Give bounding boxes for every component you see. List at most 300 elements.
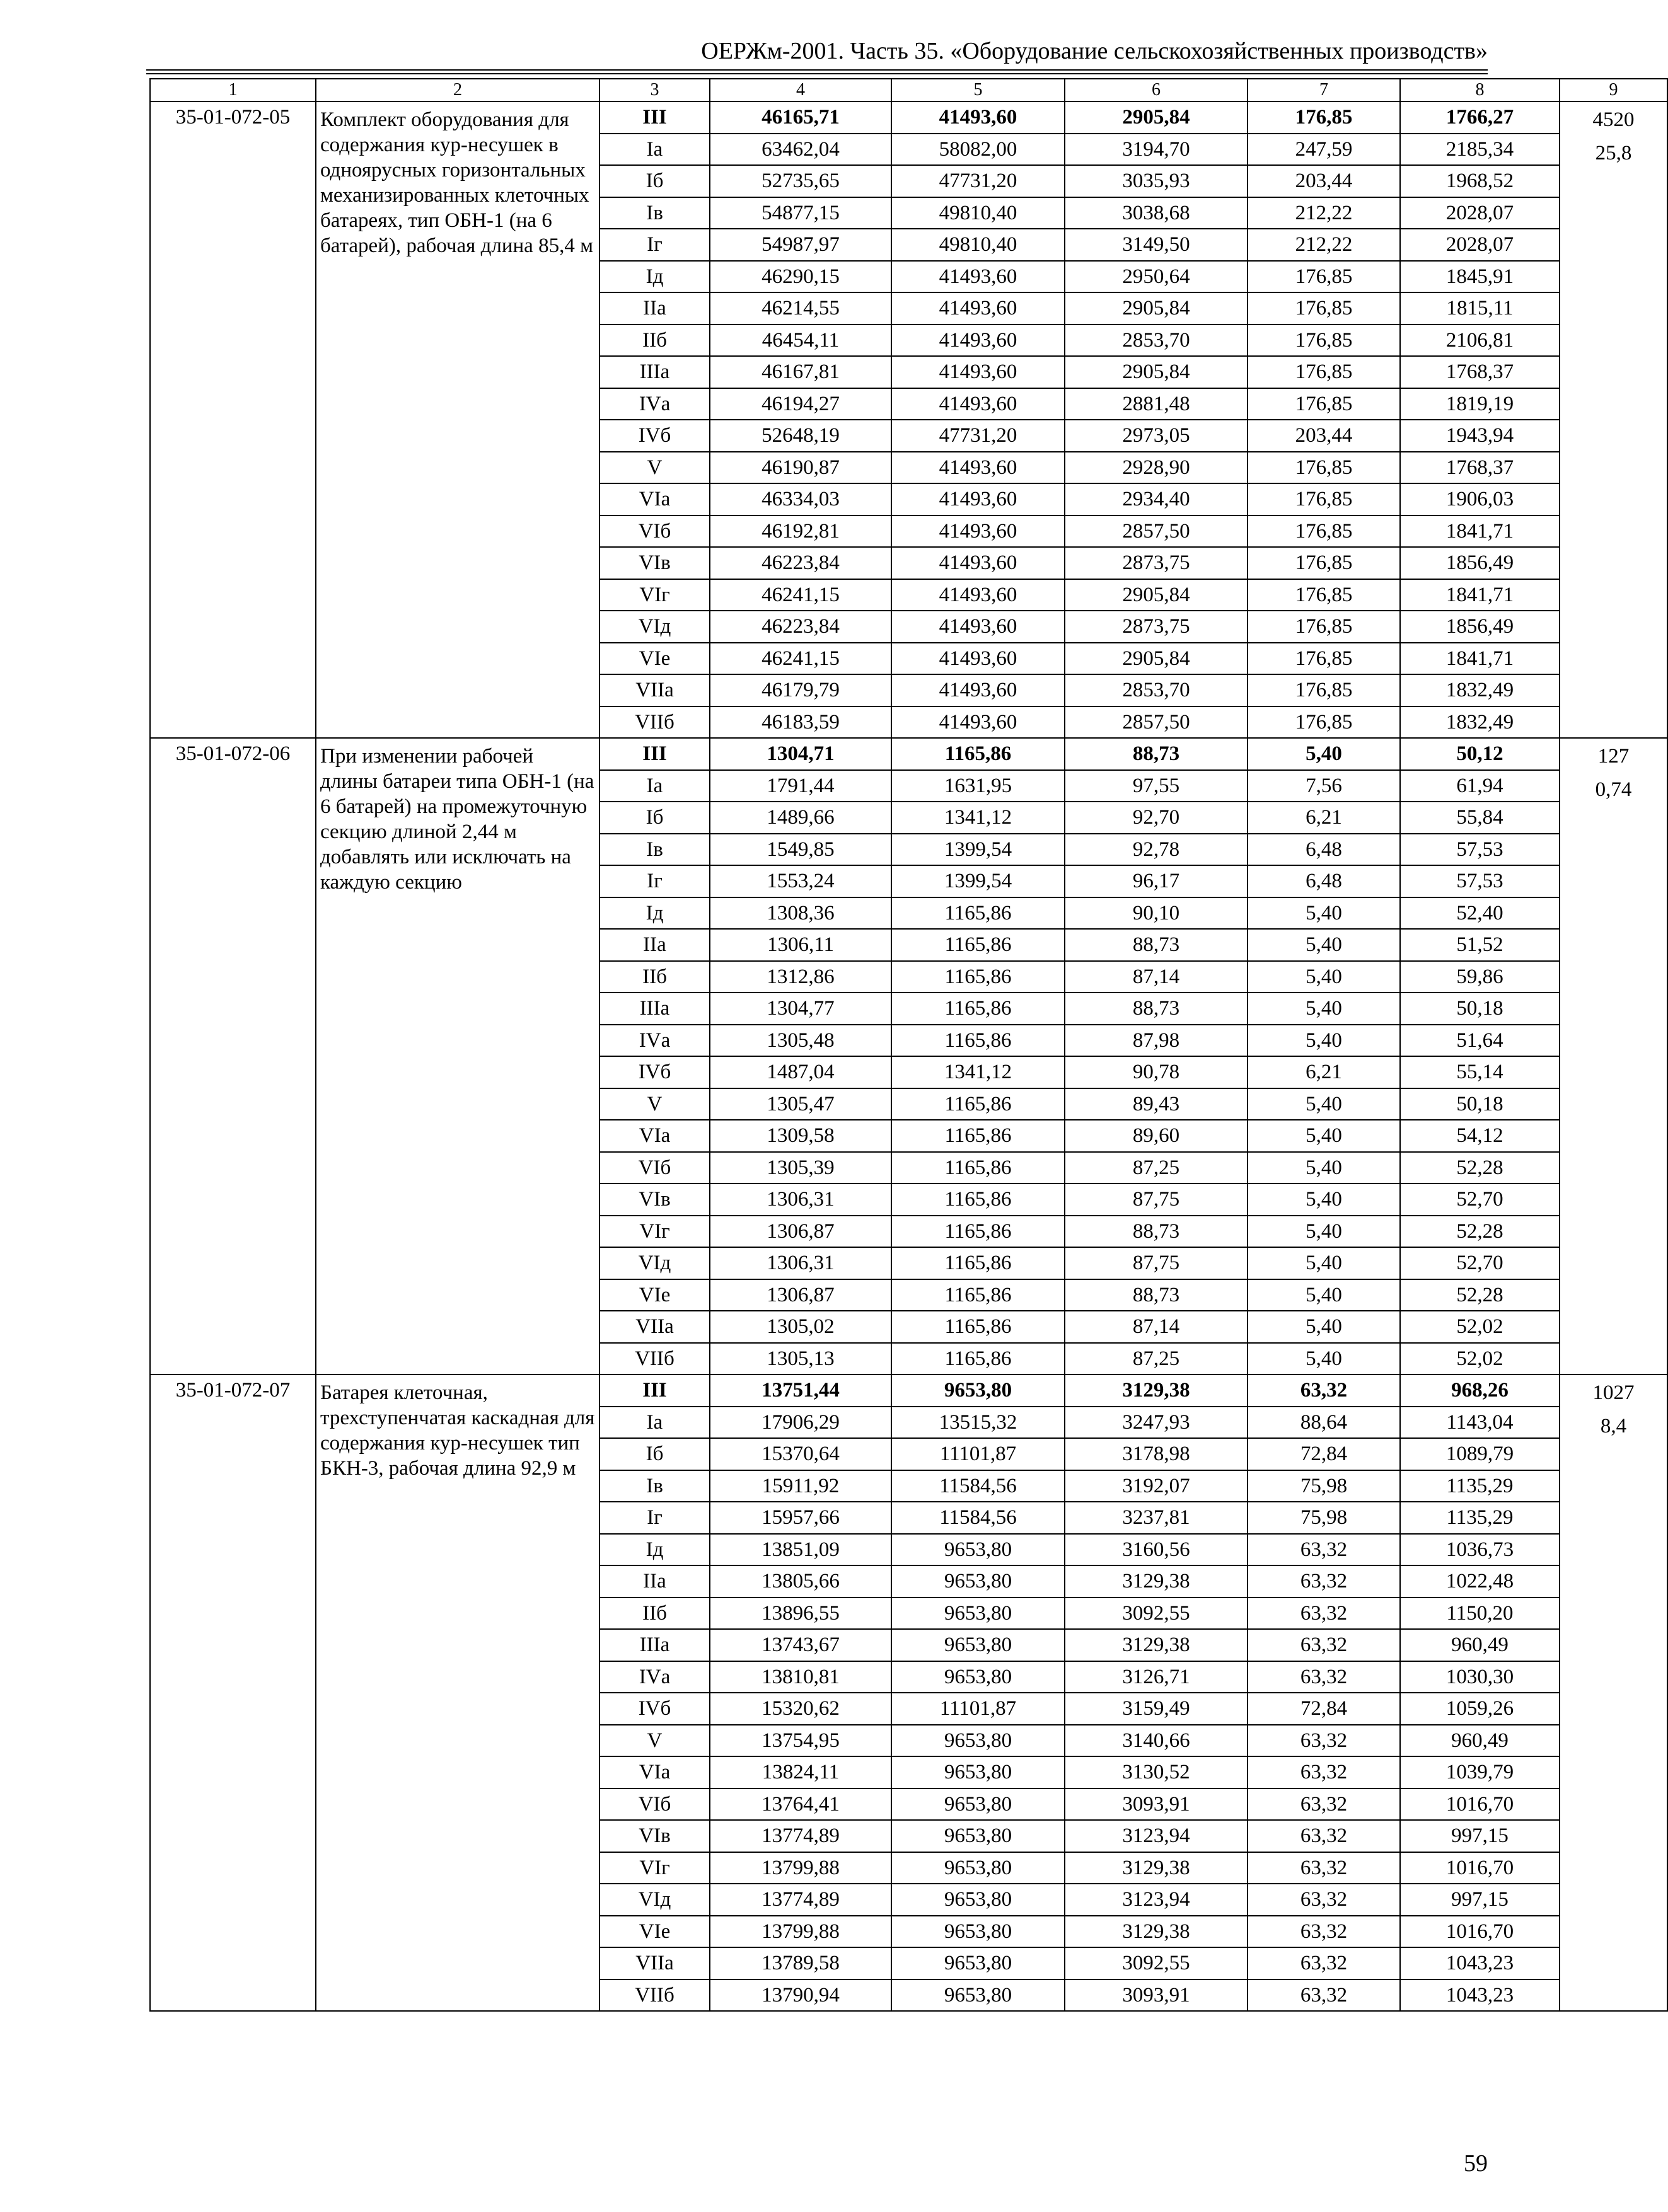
cell-col8: 997,15 — [1400, 1820, 1560, 1852]
cell-col7: 176,85 — [1248, 547, 1400, 579]
price-zone: IIIа — [599, 993, 710, 1025]
cell-col8: 968,26 — [1400, 1374, 1560, 1407]
cell-col8: 52,02 — [1400, 1311, 1560, 1343]
cell-col4: 13751,44 — [710, 1374, 891, 1407]
cell-col5: 9653,80 — [891, 1565, 1065, 1598]
price-zone: VIе — [599, 1916, 710, 1948]
cell-col5: 9653,80 — [891, 1947, 1065, 1979]
price-zone: IIб — [599, 1598, 710, 1630]
cell-col7: 6,21 — [1248, 802, 1400, 834]
cell-col7: 63,32 — [1248, 1374, 1400, 1407]
cell-col6: 3194,70 — [1065, 134, 1248, 166]
cell-col5: 9653,80 — [891, 1629, 1065, 1661]
cell-col4: 13824,11 — [710, 1756, 891, 1789]
cell-col4: 1306,11 — [710, 929, 891, 961]
price-zone: Iд — [599, 897, 710, 930]
cell-col6: 89,43 — [1065, 1088, 1248, 1120]
cell-col8: 1832,49 — [1400, 674, 1560, 706]
cell-col6: 97,55 — [1065, 770, 1248, 802]
cell-col5: 41493,60 — [891, 547, 1065, 579]
cell-col8: 2185,34 — [1400, 134, 1560, 166]
cell-col7: 5,40 — [1248, 1088, 1400, 1120]
cell-col8: 1841,71 — [1400, 516, 1560, 548]
cell-col8: 1768,37 — [1400, 452, 1560, 484]
cell-col8: 50,12 — [1400, 738, 1560, 770]
cell-col4: 13789,58 — [710, 1947, 891, 1979]
cell-col4: 1306,31 — [710, 1184, 891, 1216]
price-zone: VIе — [599, 1279, 710, 1311]
price-zone: Iб — [599, 165, 710, 197]
item-code: 35-01-072-05 — [150, 101, 316, 738]
cell-col8: 1150,20 — [1400, 1598, 1560, 1630]
cell-col4: 46241,15 — [710, 643, 891, 675]
cell-col5: 1165,86 — [891, 1247, 1065, 1279]
cell-col7: 63,32 — [1248, 1884, 1400, 1916]
cell-col6: 96,17 — [1065, 865, 1248, 897]
cell-col4: 13805,66 — [710, 1565, 891, 1598]
cell-col6: 87,25 — [1065, 1152, 1248, 1184]
price-zone: VIIа — [599, 1947, 710, 1979]
cell-col4: 13754,95 — [710, 1725, 891, 1757]
cell-col5: 1341,12 — [891, 802, 1065, 834]
cell-col6: 87,14 — [1065, 961, 1248, 993]
cell-col6: 2905,84 — [1065, 101, 1248, 134]
cell-col4: 46214,55 — [710, 292, 891, 325]
cell-col8: 1016,70 — [1400, 1916, 1560, 1948]
cell-col5: 58082,00 — [891, 134, 1065, 166]
cell-col6: 2857,50 — [1065, 706, 1248, 739]
cell-col6: 90,78 — [1065, 1056, 1248, 1088]
cell-col5: 1165,86 — [891, 929, 1065, 961]
cell-col4: 46167,81 — [710, 356, 891, 388]
price-zone: VIд — [599, 1884, 710, 1916]
cell-col7: 5,40 — [1248, 1025, 1400, 1057]
price-zone: Iд — [599, 1534, 710, 1566]
cell-col8: 54,12 — [1400, 1120, 1560, 1152]
cell-col6: 3126,71 — [1065, 1661, 1248, 1693]
cell-col7: 5,40 — [1248, 738, 1400, 770]
cell-col6: 3140,66 — [1065, 1725, 1248, 1757]
price-zone: VIб — [599, 1789, 710, 1821]
cell-col8: 2028,07 — [1400, 229, 1560, 261]
item-code: 35-01-072-06 — [150, 738, 316, 1374]
cell-col6: 3159,49 — [1065, 1693, 1248, 1725]
item-description: При изменении рабочей длины батареи типа ОБН-1 (на 6 батарей) на промежуточную секцию длиной 2,44 м добавлять или исключать на каждую секцию — [316, 738, 599, 1374]
cell-col7: 176,85 — [1248, 101, 1400, 134]
cell-col7: 63,32 — [1248, 1789, 1400, 1821]
col9-value: 4520 — [1592, 108, 1635, 131]
cell-col4: 46334,03 — [710, 483, 891, 516]
cell-col4: 15957,66 — [710, 1502, 891, 1534]
cell-col4: 13764,41 — [710, 1789, 891, 1821]
cell-col8: 1906,03 — [1400, 483, 1560, 516]
cell-col8: 57,53 — [1400, 865, 1560, 897]
cell-col7: 63,32 — [1248, 1852, 1400, 1884]
cell-col6: 2853,70 — [1065, 325, 1248, 357]
cell-col7: 63,32 — [1248, 1725, 1400, 1757]
cell-col4: 13743,67 — [710, 1629, 891, 1661]
cell-col7: 88,64 — [1248, 1407, 1400, 1439]
cell-col4: 52735,65 — [710, 165, 891, 197]
cell-col8: 52,28 — [1400, 1152, 1560, 1184]
cell-col7: 176,85 — [1248, 579, 1400, 611]
cell-col5: 11584,56 — [891, 1502, 1065, 1534]
cell-col5: 41493,60 — [891, 516, 1065, 548]
price-zone: VIIб — [599, 706, 710, 739]
cell-col5: 1399,54 — [891, 865, 1065, 897]
price-zone: VIа — [599, 1120, 710, 1152]
cell-col8: 1143,04 — [1400, 1407, 1560, 1439]
cell-col8: 1016,70 — [1400, 1789, 1560, 1821]
cell-col4: 15911,92 — [710, 1470, 891, 1502]
price-zone: IVб — [599, 420, 710, 452]
cell-col5: 13515,32 — [891, 1407, 1065, 1439]
cell-col6: 87,75 — [1065, 1247, 1248, 1279]
cell-col4: 1487,04 — [710, 1056, 891, 1088]
cell-col4: 46241,15 — [710, 579, 891, 611]
table-row — [150, 101, 1667, 134]
cell-col6: 92,70 — [1065, 802, 1248, 834]
cell-col5: 1165,86 — [891, 1311, 1065, 1343]
cell-col8: 50,18 — [1400, 1088, 1560, 1120]
cell-col8: 57,53 — [1400, 834, 1560, 866]
price-zone: VIб — [599, 1152, 710, 1184]
table-row — [150, 738, 1667, 770]
header-rule — [146, 69, 1488, 71]
cell-col6: 2973,05 — [1065, 420, 1248, 452]
price-zone: VIв — [599, 547, 710, 579]
price-zone: VIа — [599, 483, 710, 516]
cell-col7: 176,85 — [1248, 388, 1400, 420]
cell-col6: 2934,40 — [1065, 483, 1248, 516]
col9-value: 0,74 — [1595, 778, 1632, 801]
cell-col4: 1305,47 — [710, 1088, 891, 1120]
cell-col4: 1791,44 — [710, 770, 891, 802]
cell-col4: 13774,89 — [710, 1820, 891, 1852]
cell-col4: 1306,87 — [710, 1216, 891, 1248]
table-body — [150, 79, 1667, 2011]
cell-col4: 1305,39 — [710, 1152, 891, 1184]
cell-col4: 46223,84 — [710, 611, 891, 643]
cell-col6: 87,14 — [1065, 1311, 1248, 1343]
cell-col5: 1165,86 — [891, 1120, 1065, 1152]
price-zone: IVа — [599, 1025, 710, 1057]
cell-col7: 176,85 — [1248, 611, 1400, 643]
cell-col8: 50,18 — [1400, 993, 1560, 1025]
cell-col6: 3092,55 — [1065, 1598, 1248, 1630]
price-zone: VIе — [599, 643, 710, 675]
cell-col7: 212,22 — [1248, 197, 1400, 229]
header-rule-double — [146, 73, 1488, 74]
cell-col8: 55,84 — [1400, 802, 1560, 834]
cell-col8: 1089,79 — [1400, 1438, 1560, 1470]
cell-col4: 1306,87 — [710, 1279, 891, 1311]
cell-col5: 11101,87 — [891, 1438, 1065, 1470]
price-zone: IVб — [599, 1693, 710, 1725]
cell-col4: 46183,59 — [710, 706, 891, 739]
cell-col4: 17906,29 — [710, 1407, 891, 1439]
price-zone: Iб — [599, 802, 710, 834]
price-zone: Iв — [599, 1470, 710, 1502]
cell-col5: 41493,60 — [891, 579, 1065, 611]
page-number: 59 — [1464, 2150, 1488, 2177]
col9-value: 1027 — [1592, 1381, 1635, 1404]
cell-col8: 1768,37 — [1400, 356, 1560, 388]
cell-col6: 3093,91 — [1065, 1789, 1248, 1821]
cell-col8: 1766,27 — [1400, 101, 1560, 134]
cell-col5: 9653,80 — [891, 1916, 1065, 1948]
cell-col6: 3129,38 — [1065, 1852, 1248, 1884]
col9-value: 127 — [1597, 745, 1630, 768]
cell-col5: 9653,80 — [891, 1374, 1065, 1407]
cell-col4: 54987,97 — [710, 229, 891, 261]
price-zone: VIIа — [599, 674, 710, 706]
price-zone: IIб — [599, 961, 710, 993]
cell-col5: 1165,86 — [891, 897, 1065, 930]
cell-col5: 1165,86 — [891, 738, 1065, 770]
cell-col4: 13790,94 — [710, 1979, 891, 2012]
cell-col8: 52,02 — [1400, 1343, 1560, 1375]
cell-col5: 9653,80 — [891, 1884, 1065, 1916]
cell-col4: 13896,55 — [710, 1598, 891, 1630]
cell-col7: 176,85 — [1248, 516, 1400, 548]
cell-col7: 63,32 — [1248, 1916, 1400, 1948]
cell-col8: 1036,73 — [1400, 1534, 1560, 1566]
price-zone: VIд — [599, 611, 710, 643]
cell-col6: 87,98 — [1065, 1025, 1248, 1057]
cell-col4: 1305,48 — [710, 1025, 891, 1057]
cell-col7: 5,40 — [1248, 993, 1400, 1025]
cell-col8: 2028,07 — [1400, 197, 1560, 229]
cell-col5: 49810,40 — [891, 197, 1065, 229]
cell-col4: 13799,88 — [710, 1916, 891, 1948]
cell-col5: 41493,60 — [891, 356, 1065, 388]
cell-col7: 5,40 — [1248, 1120, 1400, 1152]
cell-col7: 5,40 — [1248, 897, 1400, 930]
cell-col5: 47731,20 — [891, 420, 1065, 452]
cell-col8: 59,86 — [1400, 961, 1560, 993]
item-description: Комплект оборудования для содержания кур-несушек в одноярусных горизонтальных механизированных клеточных батареях, тип ОБН-1 (на 6 батарей), рабочая длина 85,4 м — [316, 101, 599, 738]
cell-col5: 9653,80 — [891, 1756, 1065, 1789]
cell-col5: 9653,80 — [891, 1852, 1065, 1884]
cell-col7: 63,32 — [1248, 1534, 1400, 1566]
price-zone: III — [599, 1374, 710, 1407]
cell-col5: 41493,60 — [891, 483, 1065, 516]
price-zone: III — [599, 101, 710, 134]
cell-col5: 1165,86 — [891, 1152, 1065, 1184]
price-table — [149, 78, 1668, 2012]
cell-col5: 11101,87 — [891, 1693, 1065, 1725]
cell-col8: 1815,11 — [1400, 292, 1560, 325]
item-code: 35-01-072-07 — [150, 1374, 316, 2011]
cell-col5: 9653,80 — [891, 1598, 1065, 1630]
running-header: ОЕРЖм-2001. Часть 35. «Оборудование сельскохозяйственных производств» — [701, 38, 1488, 64]
cell-col7: 75,98 — [1248, 1470, 1400, 1502]
price-zone: VIIб — [599, 1343, 710, 1375]
cell-col4: 1312,86 — [710, 961, 891, 993]
cell-col5: 1165,86 — [891, 1025, 1065, 1057]
cell-col6: 3178,98 — [1065, 1438, 1248, 1470]
price-zone: VIIа — [599, 1311, 710, 1343]
price-zone: IIа — [599, 292, 710, 325]
column-number: 6 — [1065, 79, 1248, 101]
cell-col5: 1165,86 — [891, 961, 1065, 993]
cell-col8: 52,28 — [1400, 1279, 1560, 1311]
price-zone: IIб — [599, 325, 710, 357]
cell-col5: 11584,56 — [891, 1470, 1065, 1502]
price-zone: Iг — [599, 865, 710, 897]
cell-col7: 5,40 — [1248, 1152, 1400, 1184]
cell-col4: 52648,19 — [710, 420, 891, 452]
cell-col5: 9653,80 — [891, 1661, 1065, 1693]
cell-col8: 51,64 — [1400, 1025, 1560, 1057]
cell-col5: 1165,86 — [891, 1343, 1065, 1375]
cell-col7: 63,32 — [1248, 1820, 1400, 1852]
price-zone: V — [599, 452, 710, 484]
cell-col7: 5,40 — [1248, 1343, 1400, 1375]
cell-col4: 46179,79 — [710, 674, 891, 706]
cell-col8: 960,49 — [1400, 1725, 1560, 1757]
cell-col6: 3247,93 — [1065, 1407, 1248, 1439]
cell-col6: 2928,90 — [1065, 452, 1248, 484]
cell-col5: 41493,60 — [891, 388, 1065, 420]
cell-col4: 46165,71 — [710, 101, 891, 134]
cell-col8: 1943,94 — [1400, 420, 1560, 452]
cell-col7: 176,85 — [1248, 261, 1400, 293]
cell-col7: 176,85 — [1248, 643, 1400, 675]
cell-col6: 3237,81 — [1065, 1502, 1248, 1534]
cell-col4: 1306,31 — [710, 1247, 891, 1279]
cell-col5: 9653,80 — [891, 1789, 1065, 1821]
cell-col4: 46192,81 — [710, 516, 891, 548]
cell-col8: 1968,52 — [1400, 165, 1560, 197]
cell-col6: 3160,56 — [1065, 1534, 1248, 1566]
cell-col4: 1549,85 — [710, 834, 891, 866]
cell-col5: 9653,80 — [891, 1725, 1065, 1757]
cell-col5: 1165,86 — [891, 993, 1065, 1025]
price-zone: Iа — [599, 134, 710, 166]
cell-col9 — [1560, 101, 1667, 738]
cell-col5: 41493,60 — [891, 611, 1065, 643]
cell-col6: 3130,52 — [1065, 1756, 1248, 1789]
price-zone: IVа — [599, 1661, 710, 1693]
cell-col6: 2950,64 — [1065, 261, 1248, 293]
cell-col6: 2857,50 — [1065, 516, 1248, 548]
column-number: 9 — [1560, 79, 1667, 101]
price-zone: IIIа — [599, 356, 710, 388]
cell-col4: 1304,71 — [710, 738, 891, 770]
cell-col5: 9653,80 — [891, 1979, 1065, 2012]
price-zone: VIа — [599, 1756, 710, 1789]
cell-col7: 5,40 — [1248, 1216, 1400, 1248]
cell-col5: 41493,60 — [891, 452, 1065, 484]
cell-col8: 52,70 — [1400, 1247, 1560, 1279]
cell-col8: 1845,91 — [1400, 261, 1560, 293]
column-number: 5 — [891, 79, 1065, 101]
price-zone: Iд — [599, 261, 710, 293]
price-zone: VIIб — [599, 1979, 710, 2012]
cell-col6: 90,10 — [1065, 897, 1248, 930]
cell-col7: 72,84 — [1248, 1438, 1400, 1470]
price-zone: IIа — [599, 929, 710, 961]
cell-col4: 63462,04 — [710, 134, 891, 166]
cell-col6: 3129,38 — [1065, 1374, 1248, 1407]
cell-col7: 63,32 — [1248, 1979, 1400, 2012]
price-zone: VIв — [599, 1184, 710, 1216]
column-number: 2 — [316, 79, 599, 101]
cell-col5: 1341,12 — [891, 1056, 1065, 1088]
cell-col4: 1305,02 — [710, 1311, 891, 1343]
cell-col7: 5,40 — [1248, 1311, 1400, 1343]
cell-col7: 72,84 — [1248, 1693, 1400, 1725]
column-number: 1 — [150, 79, 316, 101]
price-zone: V — [599, 1725, 710, 1757]
item-description: Батарея клеточная, трехступенчатая каскадная для содержания кур-несушек тип БКН-3, рабочая длина 92,9 м — [316, 1374, 599, 2011]
column-number: 8 — [1400, 79, 1560, 101]
column-number: 4 — [710, 79, 891, 101]
cell-col6: 88,73 — [1065, 1216, 1248, 1248]
cell-col5: 49810,40 — [891, 229, 1065, 261]
cell-col7: 7,56 — [1248, 770, 1400, 802]
cell-col5: 41493,60 — [891, 674, 1065, 706]
price-zone: VIг — [599, 1216, 710, 1248]
cell-col8: 61,94 — [1400, 770, 1560, 802]
price-zone: Iа — [599, 1407, 710, 1439]
cell-col7: 5,40 — [1248, 1247, 1400, 1279]
price-zone: Iг — [599, 229, 710, 261]
cell-col5: 1399,54 — [891, 834, 1065, 866]
cell-col4: 54877,15 — [710, 197, 891, 229]
cell-col7: 63,32 — [1248, 1756, 1400, 1789]
cell-col5: 47731,20 — [891, 165, 1065, 197]
cell-col8: 1016,70 — [1400, 1852, 1560, 1884]
cell-col8: 1043,23 — [1400, 1947, 1560, 1979]
cell-col6: 2873,75 — [1065, 611, 1248, 643]
cell-col8: 1030,30 — [1400, 1661, 1560, 1693]
cell-col6: 2905,84 — [1065, 579, 1248, 611]
cell-col4: 13810,81 — [710, 1661, 891, 1693]
cell-col5: 1165,86 — [891, 1279, 1065, 1311]
cell-col9 — [1560, 738, 1667, 1374]
cell-col6: 88,73 — [1065, 929, 1248, 961]
cell-col4: 1489,66 — [710, 802, 891, 834]
cell-col6: 89,60 — [1065, 1120, 1248, 1152]
cell-col7: 203,44 — [1248, 420, 1400, 452]
cell-col7: 176,85 — [1248, 706, 1400, 739]
cell-col7: 176,85 — [1248, 674, 1400, 706]
cell-col8: 960,49 — [1400, 1629, 1560, 1661]
price-zone: IIIа — [599, 1629, 710, 1661]
price-zone: VIг — [599, 1852, 710, 1884]
cell-col9 — [1560, 1374, 1667, 2011]
cell-col4: 13774,89 — [710, 1884, 891, 1916]
cell-col7: 6,48 — [1248, 834, 1400, 866]
cell-col7: 247,59 — [1248, 134, 1400, 166]
cell-col8: 1135,29 — [1400, 1502, 1560, 1534]
cell-col5: 41493,60 — [891, 101, 1065, 134]
column-number: 7 — [1248, 79, 1400, 101]
price-zone: IVа — [599, 388, 710, 420]
cell-col8: 52,70 — [1400, 1184, 1560, 1216]
cell-col7: 176,85 — [1248, 356, 1400, 388]
cell-col6: 3093,91 — [1065, 1979, 1248, 2012]
cell-col5: 9653,80 — [891, 1534, 1065, 1566]
cell-col6: 3035,93 — [1065, 165, 1248, 197]
cell-col8: 997,15 — [1400, 1884, 1560, 1916]
cell-col4: 46194,27 — [710, 388, 891, 420]
cell-col5: 1631,95 — [891, 770, 1065, 802]
cell-col5: 1165,86 — [891, 1088, 1065, 1120]
